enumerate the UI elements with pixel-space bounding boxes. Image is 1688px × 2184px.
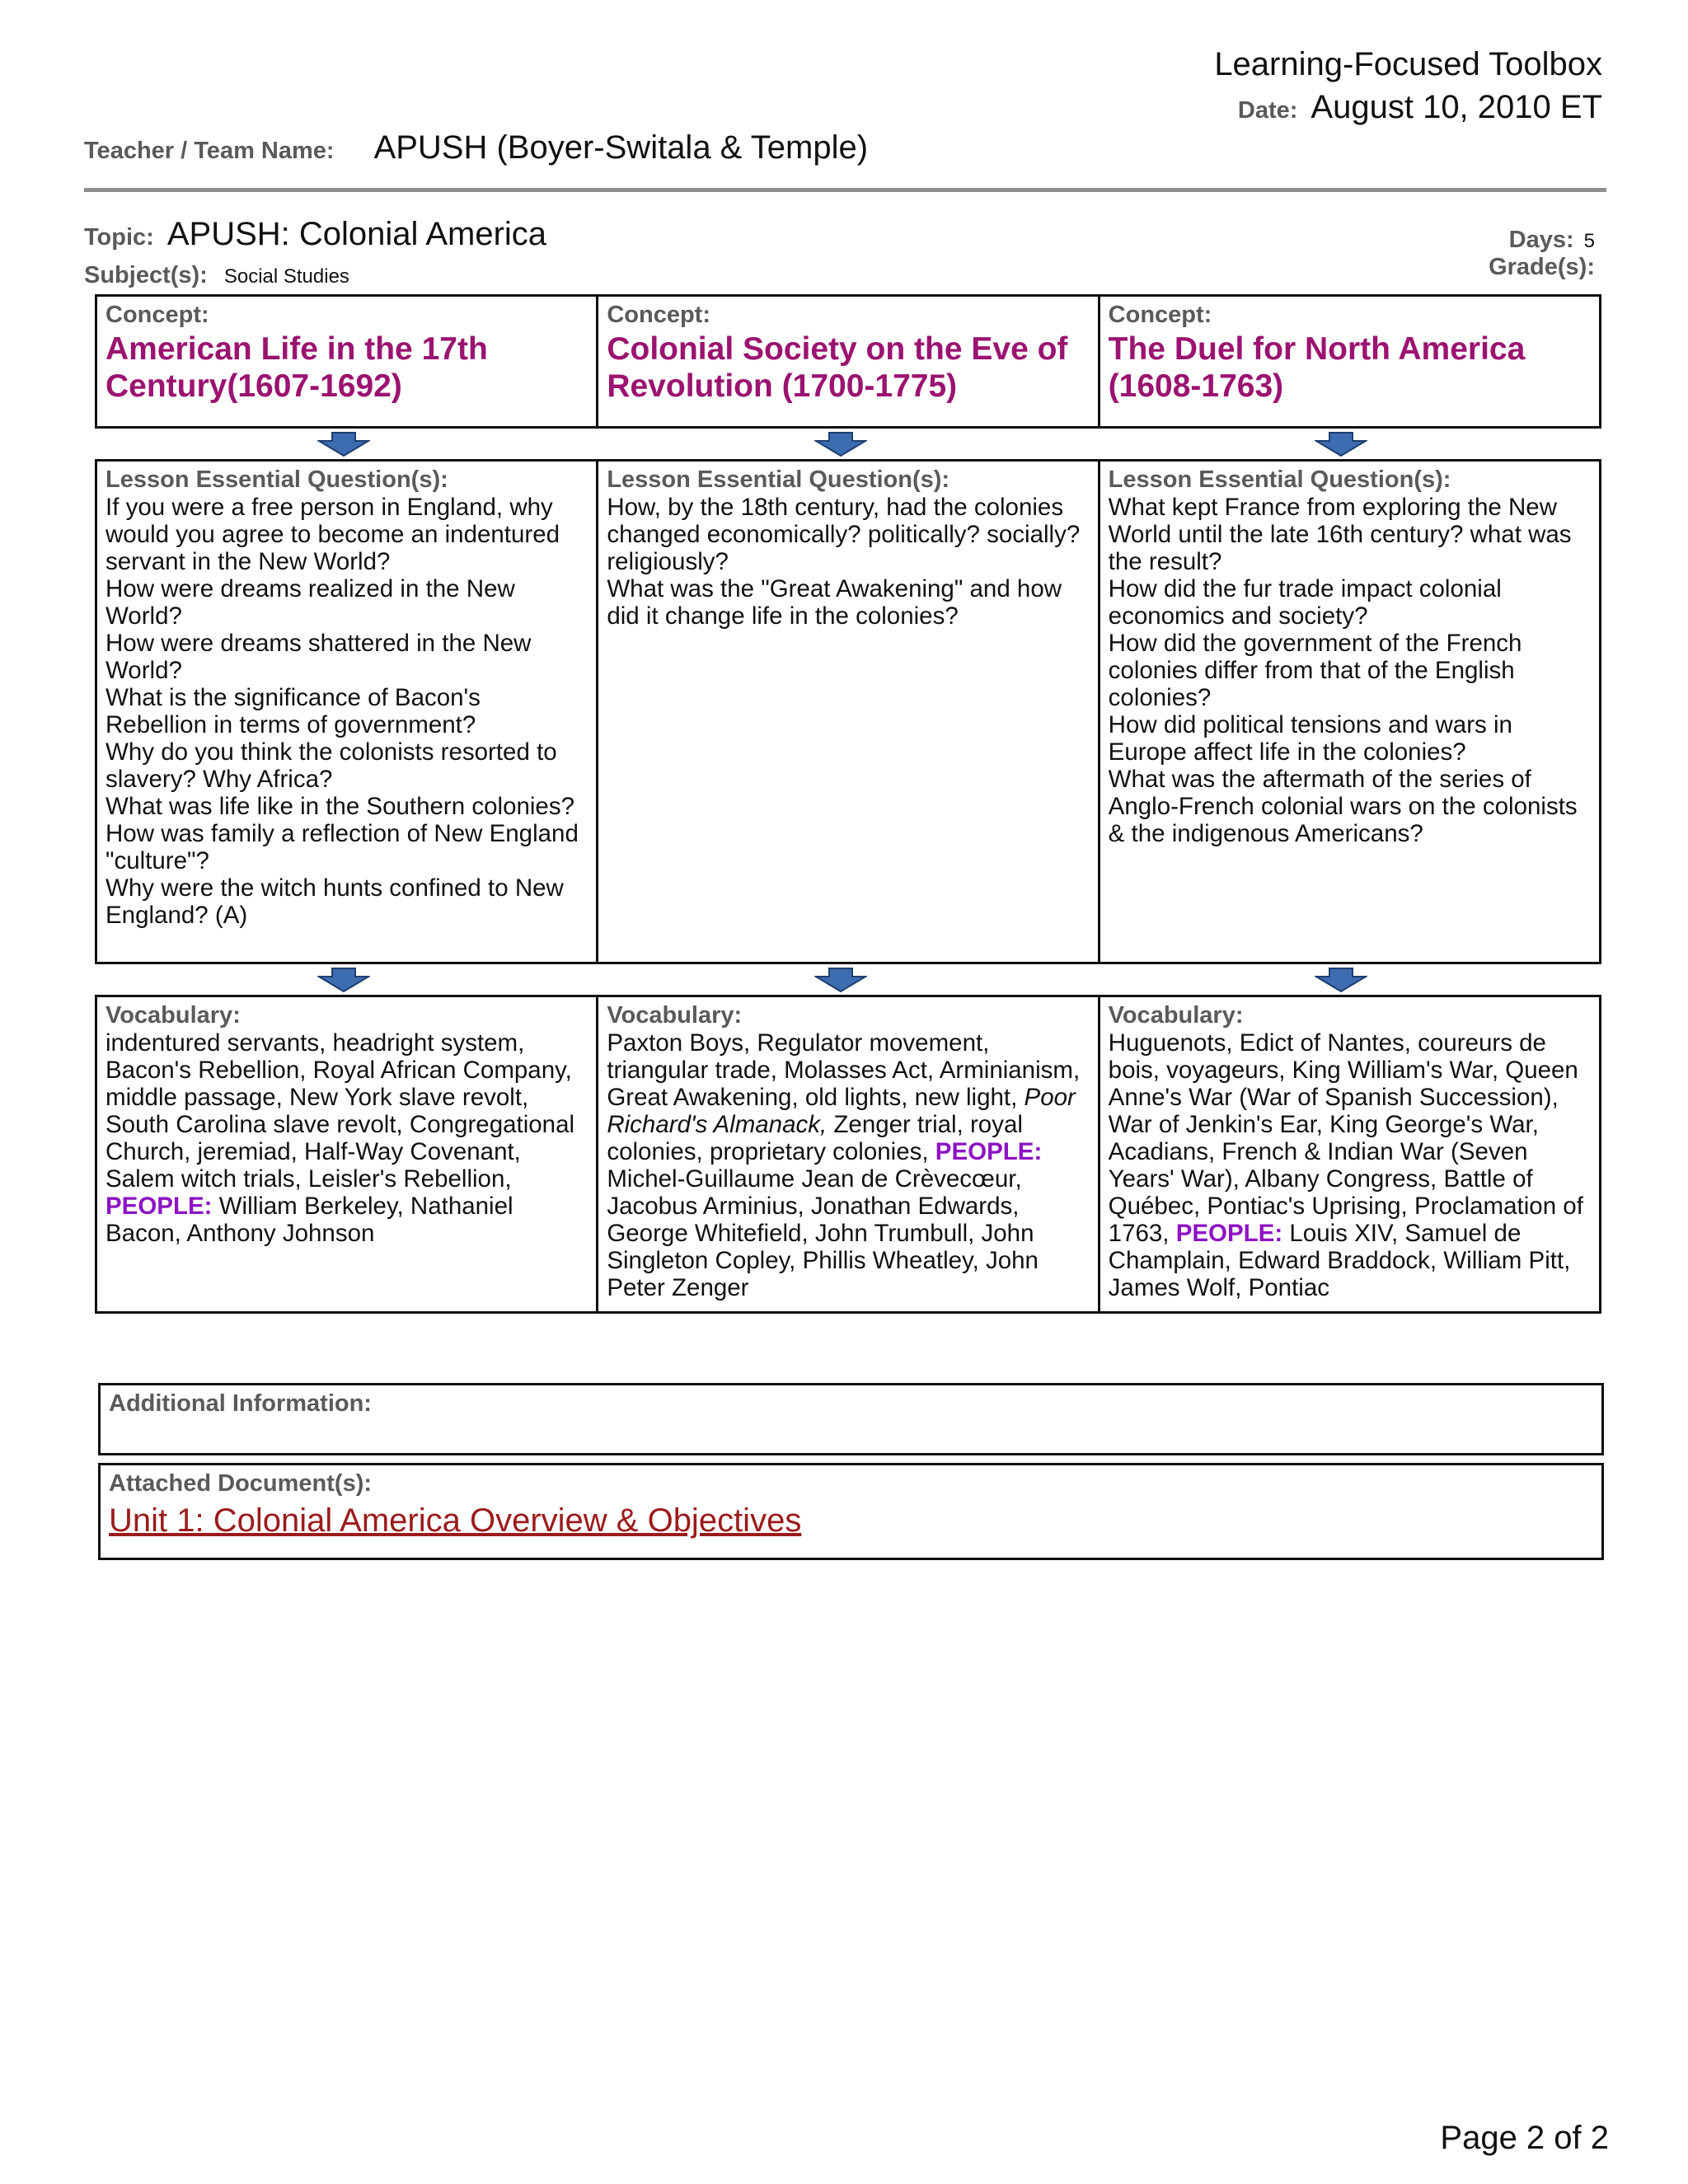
question-cell-3 (1100, 462, 1599, 962)
vocab-text (1109, 1029, 1591, 1301)
teacher-value: APUSH (Boyer-Switala & Temple) (373, 129, 869, 166)
vocab-cell-3 (1100, 997, 1599, 1311)
question-item: How was family a reflection of New England "culture"? (106, 820, 579, 874)
concept-cell-1 (97, 297, 598, 426)
question-item: If you were a free person in England, why would you agree to become an indentured servant in the New World? (106, 494, 560, 575)
date-row (1238, 89, 1602, 126)
date-label: Date: (1237, 97, 1298, 124)
vocab-terms: Huguenots, Edict of Nantes, coureurs de bois, voyageurs, King William's War, Queen Anne's War (War of Spanish Succession), War of Jenkin's Ear, King George's War, Acadians, French & Indian War (Seven Years' War), Albany Congress, Battle of Québec, Pontiac's Uprising, Proclamation of 1763, (1108, 1029, 1583, 1247)
question-item: What was life like in the Southern colonies? (106, 793, 574, 820)
question-list (1109, 494, 1591, 847)
concept-label: Concept: (106, 302, 209, 328)
concept-title: The Duel for North America (1608-1763) (1108, 331, 1526, 404)
questions-label: Lesson Essential Question(s): (1108, 466, 1451, 493)
question-item: What is the significance of Bacon's Rebellion in terms of government? (106, 684, 481, 738)
grades-row (1489, 254, 1595, 281)
vocab-terms: Paxton Boys, Regulator movement, triangular trade, Molasses Act, Arminianism, Great Awakening, old lights, new light, (607, 1029, 1081, 1111)
subject-value: Social Studies (223, 265, 349, 288)
concept-grid (95, 294, 1601, 429)
additional-info-label: Additional Information: (109, 1390, 372, 1417)
topic-row (84, 216, 546, 253)
concept-label: Concept: (1108, 302, 1212, 328)
questions-label: Lesson Essential Question(s): (106, 466, 448, 493)
question-cell-2 (598, 462, 1100, 962)
attached-document-link[interactable]: Unit 1: Colonial America Overview & Objectives (109, 1502, 802, 1539)
vocab-people: William Berkeley, Nathaniel Bacon, Anthony Johnson (106, 1193, 513, 1247)
concept-title: Colonial Society on the Eve of Revolution (1700-1775) (607, 331, 1068, 404)
topic-label: Topic: (84, 224, 154, 251)
question-list (607, 494, 1089, 630)
page-number: Page 2 of 2 (1440, 2120, 1609, 2156)
teacher-row (84, 129, 868, 166)
question-list (106, 494, 588, 929)
subject-label: Subject(s): (84, 262, 208, 288)
concept-title: American Life in the 17th Century(1607-1692) (106, 331, 488, 404)
question-item: How were dreams realized in the New World? (106, 575, 515, 630)
vocab-italic-title: Poor Richard's Almanack, (607, 1084, 1076, 1138)
down-arrow-icon (317, 968, 370, 992)
question-item: Why do you think the colonists resorted to slavery? Why Africa? (106, 738, 557, 793)
subject-row (84, 262, 349, 289)
question-item: How did the government of the French colonies differ from that of the English colonies? (1108, 630, 1522, 711)
toolbox-title: Learning-Focused Toolbox (1214, 46, 1602, 82)
vocab-people: Louis XIV, Samuel de Champlain, Edward Braddock, William Pitt, James Wolf, Pontiac (1108, 1220, 1571, 1301)
concept-label: Concept: (607, 302, 710, 328)
header-divider (84, 188, 1606, 192)
additional-info-box (98, 1383, 1604, 1455)
down-arrow-icon (1315, 968, 1367, 992)
attached-documents-label: Attached Document(s): (109, 1470, 373, 1497)
vocab-text (607, 1029, 1089, 1301)
vocab-label: Vocabulary: (607, 1002, 743, 1029)
vocab-cell-1 (97, 997, 598, 1311)
people-label: PEOPLE: (106, 1193, 213, 1220)
question-item: What kept France from exploring the New World until the late 16th century? what was the result? (1108, 494, 1572, 575)
down-arrow-icon (814, 968, 867, 992)
days-label: Days: (1508, 227, 1574, 253)
question-item: How were dreams shattered in the New World? (106, 630, 532, 684)
down-arrow-icon (317, 432, 370, 457)
question-item: What was the "Great Awakening" and how did it change life in the colonies? (607, 575, 1062, 630)
concept-cell-3 (1100, 297, 1599, 426)
days-value: 5 (1583, 230, 1595, 252)
attached-documents-box (98, 1463, 1604, 1560)
vocab-terms: indentured servants, headright system, Bacon's Rebellion, Royal African Company, middle passage, New York slave revolt, South Carolina slave revolt, Congregational Church, jeremiad, Half-Way Covenant, Salem witch trials, Leisler's Rebellion, (106, 1029, 575, 1193)
grades-label: Grade(s): (1489, 254, 1595, 280)
days-row (1509, 227, 1595, 254)
vocab-label: Vocabulary: (1108, 1002, 1244, 1029)
vocab-text (106, 1029, 588, 1247)
vocab-cell-2 (598, 997, 1100, 1311)
question-item: How did the fur trade impact colonial economics and society? (1108, 575, 1502, 630)
questions-label: Lesson Essential Question(s): (607, 466, 950, 493)
vocab-people: Michel-Guillaume Jean de Crèvecœur, Jacobus Arminius, Jonathan Edwards, George Whitefield, John Trumbull, John Singleton Copley, Phillis Wheatley, John Peter Zenger (607, 1165, 1039, 1301)
topic-value: APUSH: Colonial America (166, 216, 547, 252)
date-value: August 10, 2010 ET (1311, 89, 1602, 125)
question-cell-1 (97, 462, 598, 962)
question-grid (95, 459, 1601, 964)
vocab-label: Vocabulary: (106, 1002, 241, 1029)
question-item: How, by the 18th century, had the colonies changed economically? politically? socially? religiously? (607, 494, 1081, 575)
down-arrow-icon (1315, 432, 1367, 457)
vocab-grid (95, 995, 1601, 1314)
teacher-label: Teacher / Team Name: (84, 138, 335, 164)
question-item: Why were the witch hunts confined to New England? (A) (106, 874, 564, 929)
down-arrow-icon (814, 432, 867, 457)
vocab-terms-cont: Zenger trial, royal colonies, proprietary colonies, (607, 1111, 1023, 1165)
question-item: How did political tensions and wars in Europe affect life in the colonies? (1108, 711, 1512, 766)
concept-cell-2 (598, 297, 1100, 426)
people-label: PEOPLE: (935, 1138, 1043, 1165)
people-label: PEOPLE: (1175, 1220, 1283, 1247)
question-item: What was the aftermath of the series of Anglo-French colonial wars on the colonists & the indigenous Americans? (1108, 766, 1578, 847)
